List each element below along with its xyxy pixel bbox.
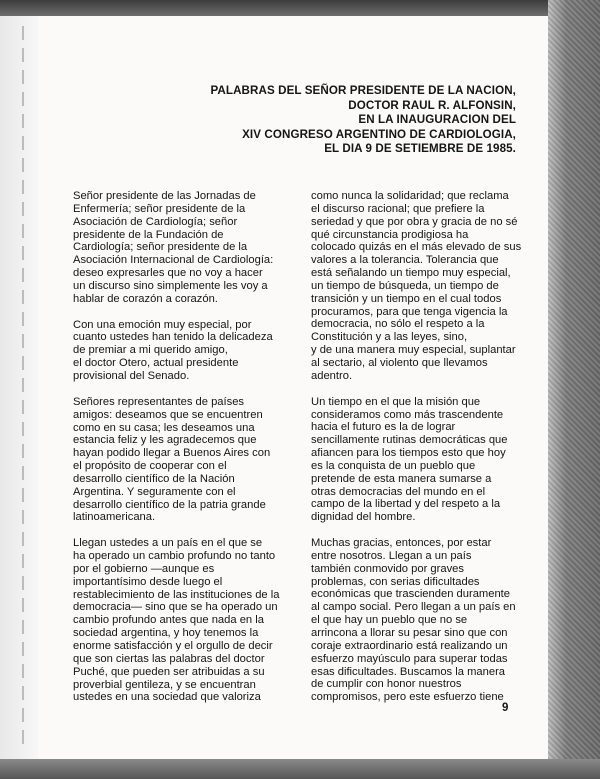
text-line: deseo expresarles que no voy a hacer [73, 267, 263, 280]
text-line: cambio profundo antes que nada en la [73, 614, 264, 627]
title-line: EN LA INAUGURACION DEL [358, 113, 516, 127]
text-line: está señalando un tiempo muy especial, [311, 267, 511, 280]
text-line: esfuerzo mayúsculo para superar todas [311, 652, 508, 665]
text-line: sociedad argentina, y hoy tenemos la [73, 627, 259, 640]
speech-title [76, 84, 516, 157]
text-line: democracia, no sólo el respeto a la [311, 318, 485, 331]
text-line: económicas que trascienden duramente [311, 588, 511, 601]
paragraph [311, 190, 523, 383]
scan-border-right [548, 0, 600, 779]
text-line: proverbial gentileza, y se encuentran [73, 678, 256, 691]
text-line: provisional del Senado. [73, 369, 190, 382]
text-line: compromisos, pero este esfuerzo tiene [311, 691, 504, 704]
text-line: pretende de esta manera sumarse a [311, 472, 492, 485]
paragraph [311, 537, 523, 704]
left-text-column [73, 190, 285, 717]
text-line: Argentina. Y seguramente con el [73, 485, 236, 498]
text-line: latinoamericana. [73, 511, 156, 524]
paragraph [73, 537, 285, 704]
text-line: un tiempo de búsqueda, un tiempo de [311, 279, 499, 292]
text-line: Asociación Internacional de Cardiología: [73, 254, 274, 267]
title-line: DOCTOR RAUL R. ALFONSIN, [348, 98, 516, 112]
text-line: hablar de corazón a corazón. [73, 292, 218, 305]
text-line: Puché, que pueden ser atribuidas a su [73, 665, 265, 678]
text-line: restablecimiento de las instituciones de la [73, 588, 280, 601]
text-line: como en su casa; les deseamos una [73, 421, 255, 434]
text-line: valores a la tolerancia. Tolerancia que [311, 254, 499, 267]
text-line: un discurso sino simplemente les voy a [73, 279, 268, 292]
title-line: EL DIA 9 DE SETIEMBRE DE 1985. [324, 142, 516, 156]
text-line: entre nosotros. Llegan a un país [311, 549, 472, 562]
text-line: colocado quizás en el más elevado de sus [311, 241, 522, 254]
text-line: presidente de la Fundación de [73, 228, 224, 241]
text-line: Señor presidente de las Jornadas de [73, 190, 256, 202]
title-line: XIV CONGRESO ARGENTINO DE CARDIOLOGIA, [242, 127, 516, 141]
text-line: al campo social. Pero llegan a un país en [311, 601, 516, 614]
text-line: democracia— sino que se ha operado un [73, 601, 278, 614]
text-line: y de una manera muy especial, suplantar [311, 344, 516, 357]
text-line: el doctor Otero, actual presidente [73, 357, 239, 370]
text-line: importantísimo desde luego el [73, 575, 223, 588]
text-line: que son ciertas las palabras del doctor [73, 652, 265, 665]
text-line: arrincona a llorar su pesar sino que con [311, 627, 508, 639]
text-line: Señores representantes de países [73, 395, 245, 408]
text-line: Constitución y a las leyes, sino, [311, 331, 468, 344]
text-line: procuramos, para que tenga vigencia la [311, 305, 508, 318]
text-line: como nunca la solidaridad; que reclama [311, 190, 509, 202]
text-line: dignidad del hombre. [311, 511, 416, 524]
text-line: Con una emoción muy especial, por [73, 318, 252, 331]
text-line: transición y un tiempo en el cual todos [311, 292, 502, 305]
text-line: problemas, con serias dificultades [311, 575, 480, 588]
text-line: ustedes en una sociedad que valoriza [73, 691, 261, 704]
text-line: sencillamente rutinas democráticas que [311, 434, 508, 447]
text-line: afiancen para los tiempos esto que hoy [311, 447, 506, 460]
text-line: Asociación de Cardiología; señor [73, 215, 238, 228]
scan-border-top [0, 0, 600, 16]
text-line: el que hay un pueblo que no se [311, 614, 468, 627]
paragraph [73, 190, 285, 306]
text-line: seriedad y que por obra y gracia de no sé [311, 215, 518, 228]
paragraph [73, 319, 285, 383]
title-line: PALABRAS DEL SEÑOR PRESIDENTE DE LA NACION, [210, 84, 516, 97]
right-text-column [311, 190, 523, 717]
text-line: campo de la libertad y del respeto a la [311, 498, 501, 511]
text-line: consideramos como más trascendente [311, 408, 504, 421]
text-line: qué circunstancia prodigiosa ha [311, 228, 469, 241]
text-line: Un tiempo en el que la misión que [311, 395, 481, 408]
text-line: Enfermería; señor presidente de la [73, 202, 246, 215]
text-line: hayan podido llegar a Buenos Aires con [73, 447, 271, 460]
text-line: hacia el futuro es la de lograr [311, 421, 456, 434]
scan-border-left [0, 16, 38, 759]
text-line: ha operado un cambio profundo no tanto [73, 550, 276, 563]
text-line: amigos: deseamos que se encuentren [73, 408, 263, 421]
text-line: enorme satisfacción y el orgullo de decir [73, 640, 273, 652]
text-line: por el gobierno —aunque es [73, 562, 215, 575]
text-line: el propósito de cooperar con el [73, 460, 227, 473]
text-line: coraje extraordinario está realizando un [311, 639, 508, 652]
text-line: Muchas gracias, entonces, por estar [311, 537, 492, 550]
scan-border-bottom [0, 759, 600, 779]
text-line: el discurso racional; que prefiere la [311, 202, 485, 215]
text-line: Cardiología; señor presidente de la [73, 241, 248, 254]
paragraph [73, 396, 285, 524]
text-line: desarrollo científico de la patria grande [73, 498, 266, 511]
text-line: de cumplir con honor nuestros [311, 678, 462, 691]
text-line: otras democracias del mundo en el [311, 485, 486, 498]
text-line: desarrollo científico de la Nación [73, 472, 235, 485]
text-line: también conmovido por graves [311, 562, 464, 575]
text-line: adentro. [311, 369, 353, 382]
paragraph [311, 396, 523, 524]
text-line: de premiar a mi querido amigo, [73, 344, 228, 357]
text-line: al sectario, al violento que llevamos [311, 356, 488, 369]
text-line: estancia feliz y les agradecemos que [73, 434, 257, 447]
text-line: esas dificultades. Buscamos la manera [311, 665, 506, 678]
text-line: es la conquista de un pueblo que [311, 459, 476, 472]
text-line: cuanto ustedes han tenido la delicadeza [73, 331, 273, 344]
page-number: 9 [502, 702, 509, 714]
text-line: Llegan ustedes a un país en el que se [73, 537, 263, 550]
